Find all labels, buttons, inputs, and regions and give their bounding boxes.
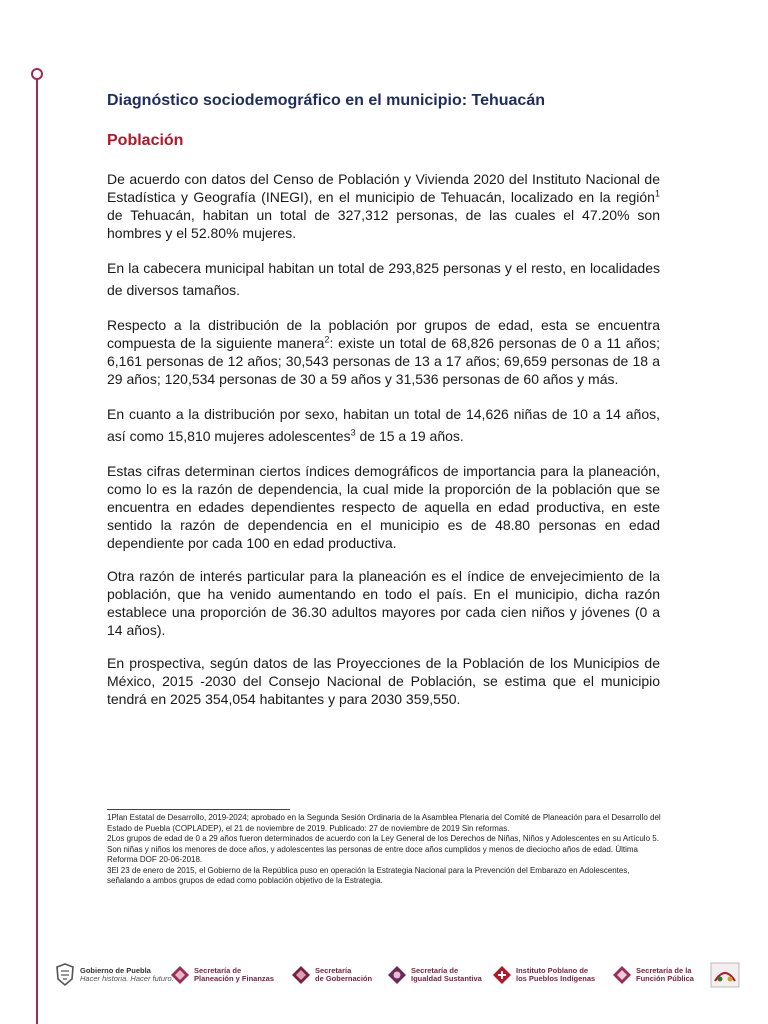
logo-tagline: Hacer historia. Hacer futuro.	[80, 974, 174, 983]
document-title: Diagnóstico sociodemográfico en el municipio: Tehuacán	[107, 92, 545, 109]
paragraph-3	[107, 316, 660, 388]
margin-line	[36, 78, 38, 1024]
diamond-emblem-icon	[387, 965, 407, 985]
section-title: Población	[107, 132, 184, 149]
paragraph-text: : existe un total de 68,826 personas de 0 a 11 años; 6,161 personas de 12 años; 30,543 personas de 13 a 17 años; 69,659 personas de 18 a 29 años; 120,534 personas de 30 a 59 años y 31,536 personas de 60 años y más.	[107, 335, 660, 387]
document-body	[107, 170, 660, 723]
logo-text: Planeación y Finanzas	[194, 974, 275, 983]
logo-planeacion-finanzas	[170, 960, 274, 990]
logo-anniversary	[710, 960, 740, 990]
logo-igualdad-sustantiva	[387, 960, 482, 990]
footnotes	[107, 813, 664, 887]
state-emblem-icon	[54, 963, 76, 987]
paragraph-7: En prospectiva, según datos de las Proyecciones de la Población de los Municipios de México, 2015 -2030 del Consejo Nacional de Población, se estima que el municipio tendrá en 2025 354,054 habitantes y para 2030 359,550.	[107, 655, 660, 707]
paragraph-text: En cuanto a la distribución por sexo, habitan un total de 14,626 niñas de 10 a 14 años, así como 15,810 mujeres adolescentes	[107, 406, 660, 444]
footnote-2: 2Los grupos de edad de 0 a 29 años fueron determinados de acuerdo con la Ley General de los Derechos de Niñas, Niños y Adolescentes en su Artículo 5. Son niñas y niños los menores de doce años, y adolescentes las personas de entre doce años cumplidos y menos de dieciocho años de edad. Última Reforma DOF 20-06-2018.	[107, 834, 659, 864]
paragraph-text: Respecto a la distribución de la población por grupos de edad, esta se encuentra compuesta de la siguiente manera	[107, 317, 660, 351]
diamond-emblem-icon	[492, 965, 512, 985]
logo-text: Secretaría de la	[636, 966, 692, 975]
diamond-emblem-icon	[291, 965, 311, 985]
paragraph-1	[107, 170, 660, 242]
logo-text: los Pueblos Indígenas	[516, 974, 596, 983]
margin-circle-icon	[31, 68, 43, 80]
logo-text: Función Pública	[636, 974, 694, 983]
logo-text: de Gobernación	[315, 974, 373, 983]
logo-text: Instituto Poblano de	[516, 966, 589, 975]
footnote-3: 3El 23 de enero de 2015, el Gobierno de la República puso en operación la Estrategia Nacional para la Prevención del Embarazo en Adolescentes, señalando a ambos grupos de edad como población objetivo de la Estrategia.	[107, 865, 630, 885]
footnote-separator	[107, 809, 290, 810]
footnote-ref-1: 1	[654, 188, 660, 199]
logo-text: Secretaría de	[411, 966, 459, 975]
paragraph-text: De acuerdo con datos del Censo de Población y Vivienda 2020 del Instituto Nacional de Estadística y Geografía (INEGI), en el municipio de Tehuacán, localizado en la región	[107, 171, 660, 205]
footnote-ref-3: 3	[350, 427, 356, 438]
paragraph-text: de 15 a 19 años.	[355, 428, 464, 444]
logo-text: Igualdad Sustantiva	[411, 974, 482, 983]
logo-gobernacion	[291, 960, 372, 990]
logo-pueblos-indigenas	[492, 960, 595, 990]
logo-text: Secretaría de	[194, 966, 242, 975]
diamond-emblem-icon	[612, 965, 632, 985]
paragraph-5: Estas cifras determinan ciertos índices demográficos de importancia para la planeación, como lo es la razón de dependencia, la cual mide la proporción de la población que se encuentra en edades dependientes respecto de aquella en edad productiva, en este sentido la razón de dependencia en el municipio es de 48.80 personas en edad dependiente por cada 100 en edad productiva.	[107, 463, 660, 551]
paragraph-4	[107, 403, 660, 447]
footnote-1: 1Plan Estatal de Desarrollo, 2019-2024; aprobado en la Segunda Sesión Ordinaria de la Asamblea Plenaria del Comité de Planeación para el Desarrollo del Estado de Puebla (COPLADEP), el 21 de noviembre de 2019. Publicado: 27 de noviembre de 2019 Sin reformas.	[107, 813, 661, 833]
anniversary-emblem-icon	[710, 961, 740, 989]
logo-text: Gobierno de Puebla	[80, 966, 151, 975]
diamond-emblem-icon	[170, 965, 190, 985]
footnote-ref-2: 2	[324, 334, 330, 345]
logo-funcion-publica	[612, 960, 694, 990]
paragraph-2: En la cabecera municipal habitan un total de 293,825 personas y el resto, en localidades de diversos tamaños.	[107, 260, 660, 298]
logo-gobierno-puebla	[54, 960, 174, 990]
paragraph-6: Otra razón de interés particular para la planeación es el índice de envejecimiento de la población, que ha venido aumentando en todo el país. En el municipio, dicha razón establece una proporción de 36.30 adultos mayores por cada cien niños y jóvenes (0 a 14 años).	[107, 568, 660, 638]
paragraph-text: de Tehuacán, habitan un total de 327,312 personas, de las cuales el 47.20% son hombres y el 52.80% mujeres.	[107, 207, 660, 241]
footer-logos	[54, 960, 754, 990]
logo-text: Secretaría	[315, 966, 352, 975]
